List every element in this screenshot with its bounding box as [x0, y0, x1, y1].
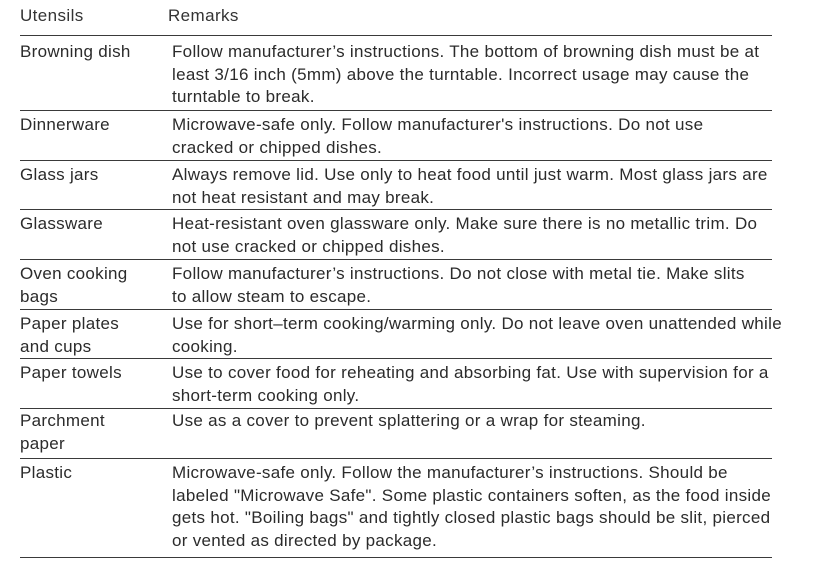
utensil-name: Browning dish [20, 42, 131, 61]
utensil-remark: Always remove lid. Use only to heat food until just warm. Most glass jars are not heat resistant and may break. [172, 165, 768, 207]
utensil-remark: Use to cover food for reheating and absorbing fat. Use with supervision for a short-term cooking only. [172, 363, 769, 405]
utensil-remark: Microwave-safe only. Follow manufacturer's instructions. Do not use cracked or chipped dishes. [172, 115, 704, 157]
utensil-name: Dinnerware [20, 115, 110, 134]
row-divider [20, 309, 772, 310]
row-divider [20, 408, 772, 409]
utensil-name: Plastic [20, 463, 73, 482]
row-divider [20, 209, 772, 210]
row-divider [20, 557, 772, 558]
utensil-remark: Follow manufacturer’s instructions. The bottom of browning dish must be at least 3/16 inch (5mm) above the turntable. Incorrect usage may cause the turntable to break. [172, 42, 760, 106]
row-divider [20, 110, 772, 111]
utensil-name: Glass jars [20, 165, 99, 184]
row-divider [20, 458, 772, 459]
row-divider [20, 259, 772, 260]
utensil-name: Paper plates and cups [20, 314, 120, 356]
utensil-name: Paper towels [20, 363, 122, 382]
row-divider [20, 160, 772, 161]
utensil-name: Parchment paper [20, 411, 105, 453]
column-header-utensils: Utensils [20, 6, 84, 25]
utensil-name: Glassware [20, 214, 104, 233]
header-rule [20, 35, 772, 36]
column-header-remarks: Remarks [168, 6, 239, 25]
utensil-remark: Follow manufacturer’s instructions. Do not close with metal tie. Make slits to allow steam to escape. [172, 264, 745, 306]
utensil-name: Oven cooking bags [20, 264, 128, 306]
row-divider [20, 358, 772, 359]
utensil-remark: Use for short–term cooking/warming only. Do not leave oven unattended while cooking. [172, 314, 782, 356]
utensil-remark: Use as a cover to prevent splattering or a wrap for steaming. [172, 411, 646, 430]
utensil-remark: Microwave-safe only. Follow the manufacturer’s instructions. Should be labeled "Microwave Safe". Some plastic containers soften, as the food inside gets hot. "Boiling bags" and tightly closed plastic bags should be slit, pierced or vented as directed by package. [172, 463, 772, 550]
utensil-remark: Heat-resistant oven glassware only. Make sure there is no metallic trim. Do not use cracked or chipped dishes. [172, 214, 758, 256]
